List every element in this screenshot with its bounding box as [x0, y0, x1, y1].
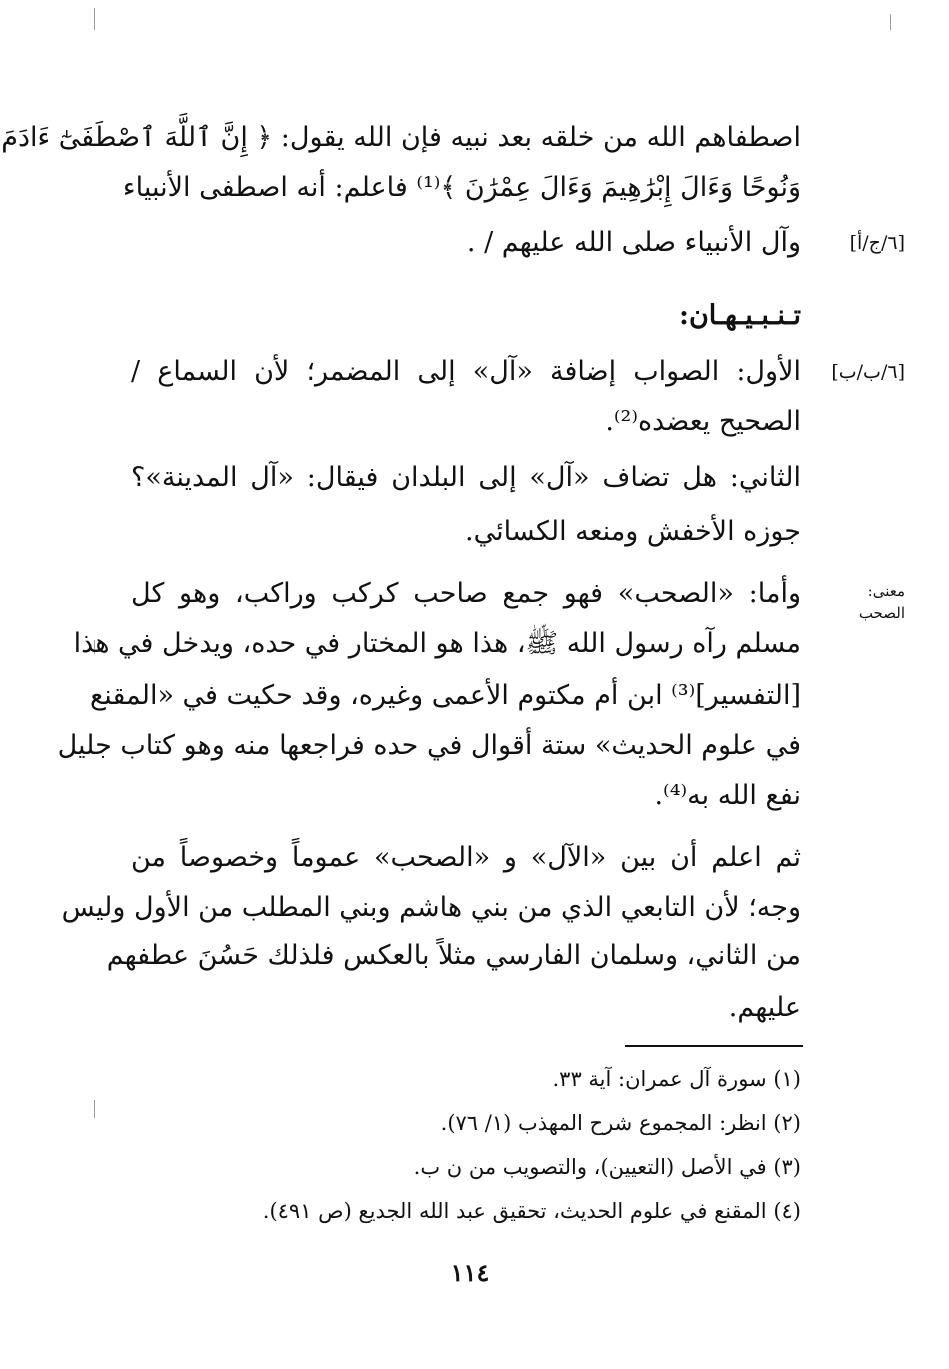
body-line: الثاني: هل تضاف «آل» إلى البلدان فيقال: «آل المدينة»؟	[131, 462, 801, 493]
footnote-divider	[625, 1045, 803, 1047]
scan-mark	[94, 1100, 95, 1118]
body-line: مسلم رآه رسول الله ﷺ، هذا هو المختار في حده، ويدخل في هذا	[73, 628, 801, 659]
body-line: نفع الله به⁽⁴⁾.	[654, 780, 801, 811]
body-line: الأول: الصواب إضافة «آل» إلى المضمر؛ لأن السماع /	[131, 356, 801, 387]
footnote: (١) سورة آل عمران: آية ٣٣.	[552, 1067, 801, 1091]
body-line: وجه؛ لأن التابعي الذي من بني هاشم وبني المطلب من الأول وليس	[61, 892, 801, 923]
body-line: ثم اعلم أن بين «الآل» و «الصحب» عموماً وخصوصاً من	[131, 842, 801, 873]
margin-note-sahb: الصحب	[858, 604, 905, 622]
body-line: [التفسير]⁽³⁾ ابن أم مكتوم الأعمى وغيره، وقد حكيت في «المقنع	[89, 680, 801, 711]
scan-mark	[890, 14, 891, 30]
body-line: عليهم.	[728, 992, 801, 1023]
body-line: وَنُوحًا وَءَالَ إِبْرَٰهِيمَ وَءَالَ عِمْرَٰنَ ﴾⁽¹⁾ فاعلم: أنه اصطفى الأنبياء	[122, 172, 801, 203]
section-heading: تـنـبـيـهـان:	[679, 300, 801, 331]
body-line: الصحيح يعضده⁽²⁾.	[605, 406, 801, 437]
footnote: (٤) المقنع في علوم الحديث، تحقيق عبد الله الجديع (ص ٤٩١).	[262, 1199, 801, 1223]
footnote: (٣) في الأصل (التعيين)، والتصويب من ن ب.	[413, 1155, 801, 1179]
margin-note-meaning: معنى:	[867, 582, 905, 600]
margin-ref-6bb: [٦/ب/ب]	[831, 361, 905, 383]
body-line: وأما: «الصحب» فهو جمع صاحب كركب وراكب، وهو كل	[131, 578, 801, 609]
page-number: ١١٤	[450, 1258, 490, 1287]
body-line: جوزه الأخفش ومنعه الكسائي.	[465, 516, 801, 547]
footnote: (٢) انظر: المجموع شرح المهذب (١/ ٧٦).	[440, 1111, 801, 1135]
body-line: وآل الأنبياء صلى الله عليهم / .	[466, 227, 801, 258]
body-line: من الثاني، وسلمان الفارسي مثلاً بالعكس فلذلك حَسُنَ عطفهم	[106, 940, 801, 971]
margin-ref-6ja: [٦/ج/أ]	[849, 232, 905, 254]
body-line: في علوم الحديث» ستة أقوال في حده فراجعها منه وهو كتاب جليل	[57, 730, 801, 761]
scan-mark	[94, 8, 95, 30]
body-line: اصطفاهم الله من خلقه بعد نبيه فإن الله يقول: ﴿ إِنَّ ٱللَّهَ ٱصْطَفَىٰٓ ءَادَمَ	[1, 122, 801, 153]
